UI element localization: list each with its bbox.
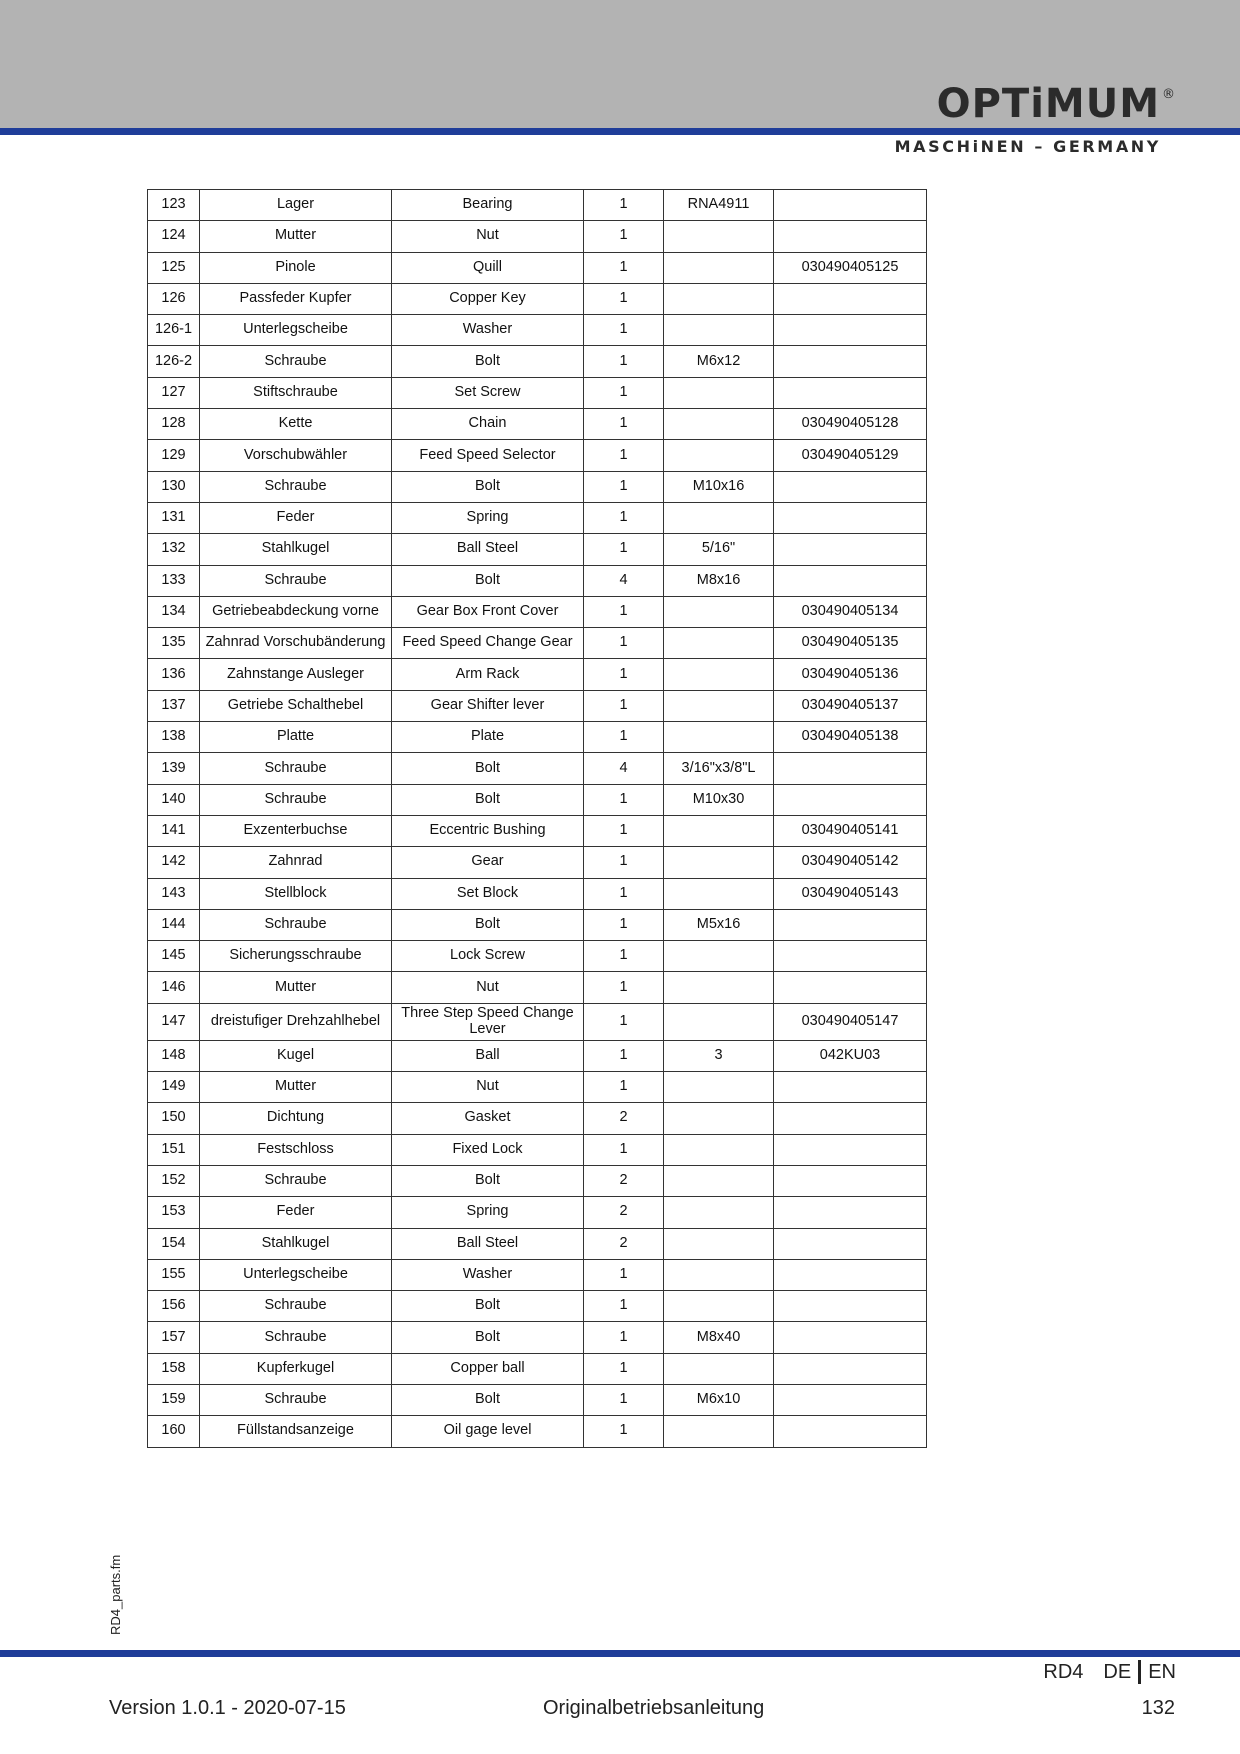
size-cell [664, 1134, 774, 1165]
table-row [148, 315, 927, 346]
size-cell [664, 815, 774, 846]
part-number-cell: 124 [148, 221, 200, 252]
table-row [148, 815, 927, 846]
part-number-cell: 151 [148, 1134, 200, 1165]
language-separator [1138, 1660, 1141, 1684]
item-number-cell: 030490405134 [774, 596, 927, 627]
size-cell [664, 502, 774, 533]
table-row [148, 440, 927, 471]
part-number-cell: 128 [148, 409, 200, 440]
size-cell [664, 1416, 774, 1447]
quantity-cell: 1 [584, 409, 664, 440]
quantity-cell: 1 [584, 909, 664, 940]
german-name-cell: dreistufiger Drehzahlhebel [200, 1003, 392, 1040]
item-number-cell [774, 753, 927, 784]
german-name-cell: Feder [200, 502, 392, 533]
size-cell [664, 722, 774, 753]
german-name-cell: Schraube [200, 1322, 392, 1353]
quantity-cell: 1 [584, 972, 664, 1003]
english-name-cell: Bolt [392, 784, 584, 815]
quantity-cell: 1 [584, 784, 664, 815]
english-name-cell: Bolt [392, 909, 584, 940]
table-row [148, 1197, 927, 1228]
english-name-cell: Copper ball [392, 1353, 584, 1384]
quantity-cell: 1 [584, 502, 664, 533]
size-cell [664, 1197, 774, 1228]
part-number-cell: 129 [148, 440, 200, 471]
quantity-cell: 1 [584, 941, 664, 972]
english-name-cell: Copper Key [392, 283, 584, 314]
item-number-cell [774, 1384, 927, 1415]
english-name-cell: Eccentric Bushing [392, 815, 584, 846]
quantity-cell: 1 [584, 190, 664, 221]
item-number-cell: 042KU03 [774, 1040, 927, 1071]
part-number-cell: 125 [148, 252, 200, 283]
table-row [148, 596, 927, 627]
english-name-cell: Bolt [392, 1291, 584, 1322]
size-cell [664, 941, 774, 972]
quantity-cell: 2 [584, 1228, 664, 1259]
size-cell [664, 1353, 774, 1384]
quantity-cell: 1 [584, 815, 664, 846]
item-number-cell: 030490405128 [774, 409, 927, 440]
german-name-cell: Platte [200, 722, 392, 753]
german-name-cell: Zahnstange Ausleger [200, 659, 392, 690]
item-number-cell [774, 1322, 927, 1353]
english-name-cell: Bolt [392, 1322, 584, 1353]
size-cell [664, 440, 774, 471]
english-name-cell: Ball [392, 1040, 584, 1071]
brand-tagline: MASCHiNEN – GERMANY [894, 137, 1161, 156]
footer-rule [0, 1650, 1240, 1657]
quantity-cell: 1 [584, 1416, 664, 1447]
source-filename: RD4_parts.fm [108, 1554, 123, 1635]
part-number-cell: 131 [148, 502, 200, 533]
quantity-cell: 1 [584, 1353, 664, 1384]
language-en: EN [1148, 1660, 1176, 1683]
brand-name: OPTiMUM [936, 81, 1160, 127]
english-name-cell: Bolt [392, 753, 584, 784]
part-number-cell: 159 [148, 1384, 200, 1415]
table-row [148, 190, 927, 221]
english-name-cell: Feed Speed Selector [392, 440, 584, 471]
item-number-cell [774, 909, 927, 940]
english-name-cell: Bolt [392, 1384, 584, 1415]
table-row [148, 628, 927, 659]
quantity-cell: 1 [584, 1072, 664, 1103]
size-cell [664, 221, 774, 252]
item-number-cell [774, 1291, 927, 1322]
size-cell [664, 1072, 774, 1103]
part-number-cell: 127 [148, 377, 200, 408]
item-number-cell [774, 283, 927, 314]
table-row [148, 1416, 927, 1447]
size-cell [664, 628, 774, 659]
german-name-cell: Schraube [200, 565, 392, 596]
german-name-cell: Schraube [200, 471, 392, 502]
size-cell: M8x40 [664, 1322, 774, 1353]
english-name-cell: Gear [392, 847, 584, 878]
part-number-cell: 152 [148, 1165, 200, 1196]
table-row [148, 565, 927, 596]
part-number-cell: 135 [148, 628, 200, 659]
parts-table [147, 189, 927, 1448]
english-name-cell: Gear Box Front Cover [392, 596, 584, 627]
german-name-cell: Lager [200, 190, 392, 221]
german-name-cell: Pinole [200, 252, 392, 283]
item-number-cell: 030490405136 [774, 659, 927, 690]
item-number-cell: 030490405143 [774, 878, 927, 909]
german-name-cell: Schraube [200, 909, 392, 940]
quantity-cell: 1 [584, 440, 664, 471]
part-number-cell: 132 [148, 534, 200, 565]
item-number-cell [774, 471, 927, 502]
part-number-cell: 160 [148, 1416, 200, 1447]
quantity-cell: 1 [584, 221, 664, 252]
part-number-cell: 137 [148, 690, 200, 721]
german-name-cell: Stiftschraube [200, 377, 392, 408]
size-cell: RNA4911 [664, 190, 774, 221]
part-number-cell: 134 [148, 596, 200, 627]
item-number-cell [774, 315, 927, 346]
table-row [148, 1003, 927, 1040]
quantity-cell: 1 [584, 283, 664, 314]
english-name-cell: Bearing [392, 190, 584, 221]
size-cell [664, 315, 774, 346]
size-cell [664, 659, 774, 690]
registered-mark: ® [1162, 87, 1176, 102]
german-name-cell: Stahlkugel [200, 534, 392, 565]
german-name-cell: Schraube [200, 1384, 392, 1415]
item-number-cell [774, 346, 927, 377]
german-name-cell: Kugel [200, 1040, 392, 1071]
table-row [148, 502, 927, 533]
quantity-cell: 2 [584, 1165, 664, 1196]
item-number-cell [774, 1197, 927, 1228]
item-number-cell: 030490405129 [774, 440, 927, 471]
part-number-cell: 146 [148, 972, 200, 1003]
page-number: 132 [1141, 1697, 1175, 1719]
item-number-cell [774, 1103, 927, 1134]
item-number-cell [774, 784, 927, 815]
part-number-cell: 142 [148, 847, 200, 878]
english-name-cell: Gasket [392, 1103, 584, 1134]
english-name-cell: Bolt [392, 346, 584, 377]
item-number-cell [774, 1416, 927, 1447]
part-number-cell: 139 [148, 753, 200, 784]
item-number-cell [774, 941, 927, 972]
footer-language-indicator [1043, 1660, 1176, 1684]
quantity-cell: 1 [584, 1259, 664, 1290]
german-name-cell: Getriebe Schalthebel [200, 690, 392, 721]
item-number-cell [774, 502, 927, 533]
quantity-cell: 2 [584, 1103, 664, 1134]
quantity-cell: 1 [584, 377, 664, 408]
size-cell [664, 1228, 774, 1259]
english-name-cell: Chain [392, 409, 584, 440]
quantity-cell: 1 [584, 878, 664, 909]
german-name-cell: Vorschubwähler [200, 440, 392, 471]
quantity-cell: 4 [584, 753, 664, 784]
english-name-cell: Washer [392, 1259, 584, 1290]
quantity-cell: 1 [584, 1040, 664, 1071]
english-name-cell: Spring [392, 502, 584, 533]
german-name-cell: Zahnrad [200, 847, 392, 878]
item-number-cell: 030490405125 [774, 252, 927, 283]
table-row [148, 1322, 927, 1353]
size-cell [664, 596, 774, 627]
english-name-cell: Oil gage level [392, 1416, 584, 1447]
english-name-cell: Three Step Speed Change Lever [392, 1003, 584, 1040]
english-name-cell: Spring [392, 1197, 584, 1228]
size-cell: M8x16 [664, 565, 774, 596]
quantity-cell: 1 [584, 690, 664, 721]
size-cell [664, 409, 774, 440]
table-row [148, 690, 927, 721]
german-name-cell: Schraube [200, 784, 392, 815]
part-number-cell: 136 [148, 659, 200, 690]
size-cell: M6x12 [664, 346, 774, 377]
item-number-cell [774, 377, 927, 408]
quantity-cell: 1 [584, 722, 664, 753]
size-cell [664, 1003, 774, 1040]
table-row [148, 659, 927, 690]
quantity-cell: 1 [584, 1003, 664, 1040]
english-name-cell: Bolt [392, 1165, 584, 1196]
size-cell [664, 377, 774, 408]
english-name-cell: Gear Shifter lever [392, 690, 584, 721]
item-number-cell [774, 1134, 927, 1165]
german-name-cell: Mutter [200, 221, 392, 252]
table-row [148, 1103, 927, 1134]
language-de: DE [1103, 1660, 1132, 1683]
part-number-cell: 156 [148, 1291, 200, 1322]
size-cell: M6x10 [664, 1384, 774, 1415]
item-number-cell: 030490405137 [774, 690, 927, 721]
parts-table-body [148, 190, 927, 1448]
table-row [148, 784, 927, 815]
item-number-cell [774, 565, 927, 596]
size-cell [664, 283, 774, 314]
german-name-cell: Mutter [200, 1072, 392, 1103]
table-row [148, 972, 927, 1003]
english-name-cell: Set Screw [392, 377, 584, 408]
german-name-cell: Schraube [200, 346, 392, 377]
size-cell: 3/16"x3/8"L [664, 753, 774, 784]
size-cell [664, 1291, 774, 1322]
part-number-cell: 154 [148, 1228, 200, 1259]
table-row [148, 878, 927, 909]
table-row [148, 1165, 927, 1196]
english-name-cell: Nut [392, 972, 584, 1003]
table-row [148, 722, 927, 753]
part-number-cell: 157 [148, 1322, 200, 1353]
size-cell [664, 972, 774, 1003]
part-number-cell: 126 [148, 283, 200, 314]
german-name-cell: Sicherungsschraube [200, 941, 392, 972]
english-name-cell: Bolt [392, 565, 584, 596]
german-name-cell: Unterlegscheibe [200, 315, 392, 346]
part-number-cell: 153 [148, 1197, 200, 1228]
item-number-cell [774, 1353, 927, 1384]
item-number-cell [774, 1072, 927, 1103]
part-number-cell: 133 [148, 565, 200, 596]
quantity-cell: 1 [584, 1322, 664, 1353]
quantity-cell: 1 [584, 847, 664, 878]
quantity-cell: 1 [584, 534, 664, 565]
english-name-cell: Quill [392, 252, 584, 283]
size-cell [664, 690, 774, 721]
quantity-cell: 4 [584, 565, 664, 596]
table-row [148, 1353, 927, 1384]
table-row [148, 1040, 927, 1071]
part-number-cell: 138 [148, 722, 200, 753]
table-row [148, 283, 927, 314]
table-row [148, 847, 927, 878]
table-row [148, 1259, 927, 1290]
part-number-cell: 145 [148, 941, 200, 972]
quantity-cell: 1 [584, 315, 664, 346]
german-name-cell: Schraube [200, 753, 392, 784]
size-cell: M10x16 [664, 471, 774, 502]
item-number-cell: 030490405147 [774, 1003, 927, 1040]
table-row [148, 1291, 927, 1322]
quantity-cell: 1 [584, 471, 664, 502]
quantity-cell: 1 [584, 346, 664, 377]
german-name-cell: Stellblock [200, 878, 392, 909]
english-name-cell: Ball Steel [392, 534, 584, 565]
item-number-cell [774, 534, 927, 565]
table-row [148, 346, 927, 377]
model-label: RD4 [1043, 1660, 1084, 1683]
size-cell [664, 1259, 774, 1290]
english-name-cell: Arm Rack [392, 659, 584, 690]
german-name-cell: Passfeder Kupfer [200, 283, 392, 314]
table-row [148, 909, 927, 940]
size-cell: M10x30 [664, 784, 774, 815]
table-row [148, 221, 927, 252]
german-name-cell: Schraube [200, 1291, 392, 1322]
item-number-cell: 030490405141 [774, 815, 927, 846]
part-number-cell: 150 [148, 1103, 200, 1134]
size-cell: M5x16 [664, 909, 774, 940]
english-name-cell: Nut [392, 1072, 584, 1103]
quantity-cell: 1 [584, 1384, 664, 1415]
size-cell: 5/16" [664, 534, 774, 565]
item-number-cell [774, 1165, 927, 1196]
item-number-cell [774, 190, 927, 221]
table-row [148, 252, 927, 283]
german-name-cell: Füllstandsanzeige [200, 1416, 392, 1447]
german-name-cell: Kette [200, 409, 392, 440]
quantity-cell: 1 [584, 1291, 664, 1322]
english-name-cell: Washer [392, 315, 584, 346]
quantity-cell: 2 [584, 1197, 664, 1228]
part-number-cell: 126-1 [148, 315, 200, 346]
part-number-cell: 158 [148, 1353, 200, 1384]
english-name-cell: Bolt [392, 471, 584, 502]
table-row [148, 1384, 927, 1415]
english-name-cell: Fixed Lock [392, 1134, 584, 1165]
item-number-cell [774, 221, 927, 252]
table-row [148, 1072, 927, 1103]
size-cell [664, 1103, 774, 1134]
german-name-cell: Festschloss [200, 1134, 392, 1165]
english-name-cell: Plate [392, 722, 584, 753]
brand-logo [936, 81, 1176, 127]
german-name-cell: Feder [200, 1197, 392, 1228]
german-name-cell: Mutter [200, 972, 392, 1003]
english-name-cell: Set Block [392, 878, 584, 909]
table-row [148, 409, 927, 440]
item-number-cell: 030490405138 [774, 722, 927, 753]
item-number-cell [774, 1259, 927, 1290]
item-number-cell [774, 1228, 927, 1259]
size-cell: 3 [664, 1040, 774, 1071]
size-cell [664, 878, 774, 909]
german-name-cell: Kupferkugel [200, 1353, 392, 1384]
english-name-cell: Ball Steel [392, 1228, 584, 1259]
german-name-cell: Zahnrad Vorschubänderung [200, 628, 392, 659]
english-name-cell: Nut [392, 221, 584, 252]
size-cell [664, 252, 774, 283]
part-number-cell: 143 [148, 878, 200, 909]
part-number-cell: 148 [148, 1040, 200, 1071]
quantity-cell: 1 [584, 252, 664, 283]
table-row [148, 1134, 927, 1165]
part-number-cell: 126-2 [148, 346, 200, 377]
table-row [148, 753, 927, 784]
part-number-cell: 155 [148, 1259, 200, 1290]
quantity-cell: 1 [584, 596, 664, 627]
header-rule [0, 128, 1240, 135]
german-name-cell: Exzenterbuchse [200, 815, 392, 846]
size-cell [664, 847, 774, 878]
quantity-cell: 1 [584, 628, 664, 659]
document-title: Originalbetriebsanleitung [543, 1697, 765, 1719]
part-number-cell: 141 [148, 815, 200, 846]
size-cell [664, 1165, 774, 1196]
german-name-cell: Schraube [200, 1165, 392, 1196]
item-number-cell [774, 972, 927, 1003]
table-row [148, 941, 927, 972]
table-row [148, 377, 927, 408]
part-number-cell: 140 [148, 784, 200, 815]
part-number-cell: 123 [148, 190, 200, 221]
german-name-cell: Unterlegscheibe [200, 1259, 392, 1290]
table-row [148, 1228, 927, 1259]
quantity-cell: 1 [584, 659, 664, 690]
quantity-cell: 1 [584, 1134, 664, 1165]
version-label: Version 1.0.1 - 2020-07-15 [109, 1697, 346, 1719]
german-name-cell: Dichtung [200, 1103, 392, 1134]
table-row [148, 471, 927, 502]
part-number-cell: 144 [148, 909, 200, 940]
german-name-cell: Getriebeabdeckung vorne [200, 596, 392, 627]
english-name-cell: Feed Speed Change Gear [392, 628, 584, 659]
english-name-cell: Lock Screw [392, 941, 584, 972]
part-number-cell: 149 [148, 1072, 200, 1103]
item-number-cell: 030490405142 [774, 847, 927, 878]
table-row [148, 534, 927, 565]
part-number-cell: 130 [148, 471, 200, 502]
part-number-cell: 147 [148, 1003, 200, 1040]
item-number-cell: 030490405135 [774, 628, 927, 659]
german-name-cell: Stahlkugel [200, 1228, 392, 1259]
